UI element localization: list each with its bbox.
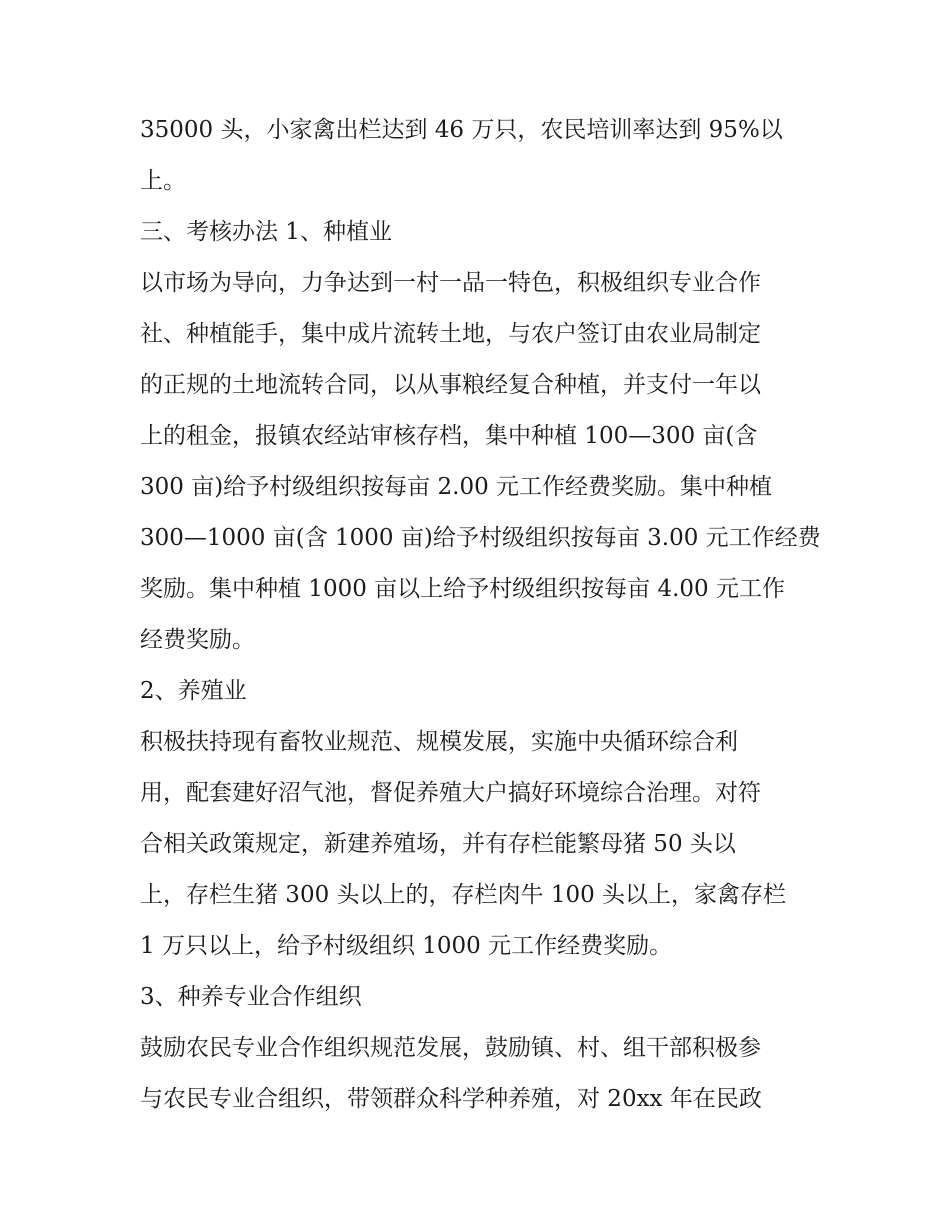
text-line: 合相关政策规定，新建养殖场，并有存栏能繁母猪 50 头以 [140,831,736,857]
text-line: 300—1000 亩(含 1000 亩)给予村级组织按每亩 3.00 元工作经费 [140,525,821,551]
text-line: 鼓励农民专业合作组织规范发展，鼓励镇、村、组干部积极参 [140,1035,761,1061]
section-heading: 3、种养专业合作组织 [140,984,362,1010]
text-line: 的正规的土地流转合同，以从事粮经复合种植，并支付一年以 [140,372,761,398]
text-line: 上的租金，报镇农经站审核存档，集中种植 100—300 亩(含 [140,423,758,449]
text-line: 上。 [140,168,186,194]
text-line: 300 亩)给予村级组织按每亩 2.00 元工作经费奖励。集中种植 [140,474,773,500]
text-line: 经费奖励。 [140,627,255,653]
text-line: 1 万只以上，给予村级组织 1000 元工作经费奖励。 [140,933,673,959]
document-body [140,105,830,1125]
text-line: 与农民专业合组织，带领群众科学种养殖，对 20xx 年在民政 [140,1086,762,1112]
text-line: 以市场为导向，力争达到一村一品一特色，积极组织专业合作 [140,270,761,296]
text-line: 积极扶持现有畜牧业规范、规模发展，实施中央循环综合利 [140,729,738,755]
text-line: 用，配套建好沼气池，督促养殖大户搞好环境综合治理。对符 [140,780,761,806]
text-line: 上，存栏生猪 300 头以上的，存栏肉牛 100 头以上，家禽存栏 [140,882,787,908]
section-heading: 三、考核办法 1、种植业 [140,219,392,245]
text-line: 社、种植能手，集中成片流转土地，与农户签订由农业局制定 [140,321,761,347]
text-line: 奖励。集中种植 1000 亩以上给予村级组织按每亩 4.00 元工作 [140,576,785,602]
section-heading: 2、养殖业 [140,678,247,704]
text-line: 35000 头，小家禽出栏达到 46 万只，农民培训率达到 95%以 [140,117,783,143]
